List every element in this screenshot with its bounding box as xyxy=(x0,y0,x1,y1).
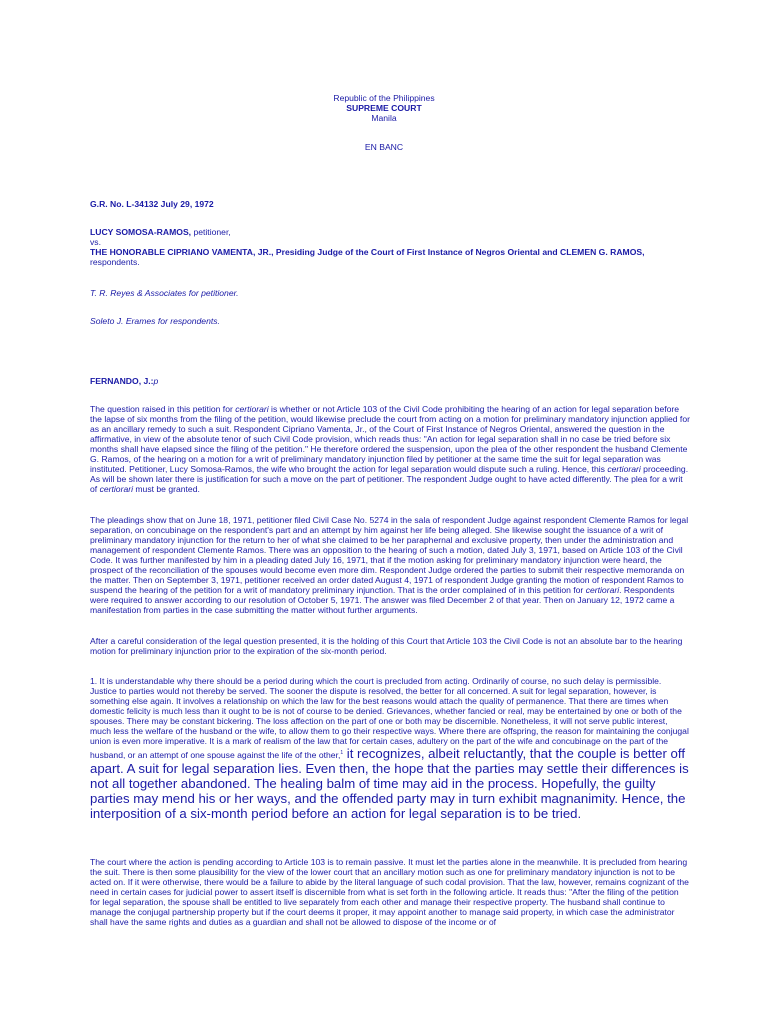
p2-text-a: The pleadings show that on June 18, 1971, petitioner filed Civil Case No. 5274 in the sala of respondent Judge against respondent Clemente Ramos for legal separation, on concubinage on the respondent's part and an attempt by him against her life being alleged. She likewise sought the issuance of a writ of preliminary mandatory injunction for the return to her of what she claimed to be her paraphernal and exclusive property, then under the administration and management of respondent Clemente Ramos. There was an opposition to the hearing of such a motion, dated July 3, 1971, based on Article 103 of the Civil Code. It was further manifested by him in a pleading dated July 16, 1971, that if the motion asking for preliminary mandatory injunction were heard, the prospect of the reconciliation of the spouses would become even more dim. Respondent Judge ordered the parties to submit their respective memoranda on the matter. Then on September 3, 1971, petitioner received an order dated August 4, 1971 of respondent Judge granting the motion of respondent Ramos to suspend the hearing of the petition for a writ of mandatory preliminary injunction. That is the order complained of in this petition for xyxy=(90,515,689,595)
p1-italic-2: certiorari xyxy=(607,464,641,474)
respondents-role: respondents. xyxy=(90,257,140,267)
paragraph-2 xyxy=(90,515,690,615)
respondents-line xyxy=(90,247,690,267)
p1-text-c: proceeding. As will be shown later there is justification for such a move on the part of petitioner. The respondent Judge ought to have acted differently. The plea for a writ of xyxy=(90,464,689,494)
division-line: EN BANC xyxy=(364,142,404,152)
paragraph-1 xyxy=(90,404,690,494)
counsel-respondents: Soleto J. Erames for respondents. xyxy=(90,316,220,326)
court-name: SUPREME COURT xyxy=(346,103,422,113)
petitioner-line xyxy=(90,227,690,237)
petitioner-name: LUCY SOMOSA-RAMOS, xyxy=(90,227,192,237)
p1-text-d: must be granted. xyxy=(133,484,200,494)
p1-italic-3: certiorari xyxy=(99,484,133,494)
ponente-line xyxy=(90,376,690,386)
p4-text: 1. It is understandable why there should be a period during which the court is precluded from acting. Ordinarily of course, no such delay is permissible. Justice to parties would not thereby be served. The sooner the dispute is resolved, the better for all concerned. A suit for legal separation, however, is something else again. It involves a relationship on which the law for the best reasons would attach the quality of permanence. That there are times when domestic felicity is much less than it ought to be is not of course to be denied. Grievances, whether fancied or real, may be entertained by one or both of the spouses. There may be constant bickering. The loss affection on the part of one or both may be discernible. Nonetheless, it will not serve public interest, much less the welfare of the husband or the wife, to allow them to go their respective ways. Where there are offspring, the reason for maintaining the conjugal union is even more imperative. It is a mark of realism of the law that for certain cases, adultery on the part of the wife and concubinage on the part of the husband, or an attempt of one spouse against the life of the other, xyxy=(90,676,689,760)
footnote-ref-1[interactable]: 1 xyxy=(340,750,344,756)
versus-line: vs. xyxy=(90,237,101,247)
p4-large-text: it recognizes, albeit reluctantly, that the couple is better off apart. A suit for legal separation lies. Even then, the hope that the parties may settle their differences is not all together abandoned. The healing balm of time may aid in the process. Hopefully, the guilty parties may mend his or her ways, and the offended party may in turn exhibit magnanimity. Hence, the interposition of a six-month period before an action for legal separation is to be tried. xyxy=(90,746,689,821)
paragraph-5: The court where the action is pending according to Article 103 is to remain passive. It must let the parties alone in the meanwhile. It is precluded from hearing the suit. There is then some plausibility for the view of the lower court that an ancillary motion such as one for preliminary mandatory injunction is not to be acted on. If it were otherwise, there would be a failure to abide by the literal language of such codal provision. That the law, however, remains cognizant of the need in certain cases for judicial power to assert itself is discernible from what is set forth in the following article. It reads thus: "After the filing of the petition for legal separation, the spouse shall be entitled to live separately from each other and manage their respective property. The husband shall continue to manage the conjugal partnership property but if the court deems it proper, it may appoint another to manage said property, in which case the administrator shall have the same rights and duties as a guardian and shall not be allowed to dispose of the income or of xyxy=(90,857,689,927)
p2-text-b: . Respondents were required to answer according to our resolution of October 5, 1971. The answer was filed December 2 of that year. Then on January 12, 1972 came a manifestation from parties in the case submitting the matter without further arguments. xyxy=(90,585,675,615)
paragraph-4 xyxy=(90,676,690,821)
p1-text-b: is whether or not Article 103 of the Civil Code prohibiting the hearing of an action for legal separation before the lapse of six months from the filing of the petition, would likewise preclude the court from acting on a motion for preliminary mandatory injunction applied for as an ancillary remedy to such a suit. Respondent Cipriano Vamenta, Jr., of the Court of First Instance of Negros Oriental, answered the question in the affirmative, in view of the absolute tenor of such Civil Code provision, which reads thus: "An action for legal separation shall in no case be tried before six months shall have elapsed since the filing of the petition." He therefore ordered the suspension, upon the plea of the other respondent the husband Clemente G. Ramos, of the hearing on a motion for a writ of preliminary mandatory injunction filed by petitioner at the same time the suit for legal separation was instituted. Petitioner, Lucy Somosa-Ramos, the wife who brought the action for legal separation would dispute such a ruling. Hence, this xyxy=(90,404,690,474)
p1-text-a: The question raised in this petition for xyxy=(90,404,236,414)
ponente-suffix: p xyxy=(153,376,159,386)
ponente-name: FERNANDO, J.: xyxy=(90,376,154,386)
respondents-name: THE HONORABLE CIPRIANO VAMENTA, JR., Presiding Judge of the Court of First Instance of Negros Oriental and CLEMEN G. RAMOS, xyxy=(90,247,645,257)
city-line: Manila xyxy=(371,113,397,123)
p2-italic: certiorari xyxy=(585,585,620,595)
court-header xyxy=(0,93,768,123)
case-number: G.R. No. L-34132 July 29, 1972 xyxy=(90,199,214,209)
country-line: Republic of the Philippines xyxy=(333,93,435,103)
counsel-petitioner: T. R. Reyes & Associates for petitioner. xyxy=(90,288,239,298)
paragraph-3: After a careful consideration of the legal question presented, it is the holding of this Court that Article 103 the Civil Code is not an absolute bar to the hearing motion for preliminary injunction prior to the expiration of the six-month period. xyxy=(90,636,683,656)
petitioner-role: petitioner, xyxy=(191,227,231,237)
p1-italic-1: certiorari xyxy=(235,404,269,414)
case-parties xyxy=(90,227,690,267)
